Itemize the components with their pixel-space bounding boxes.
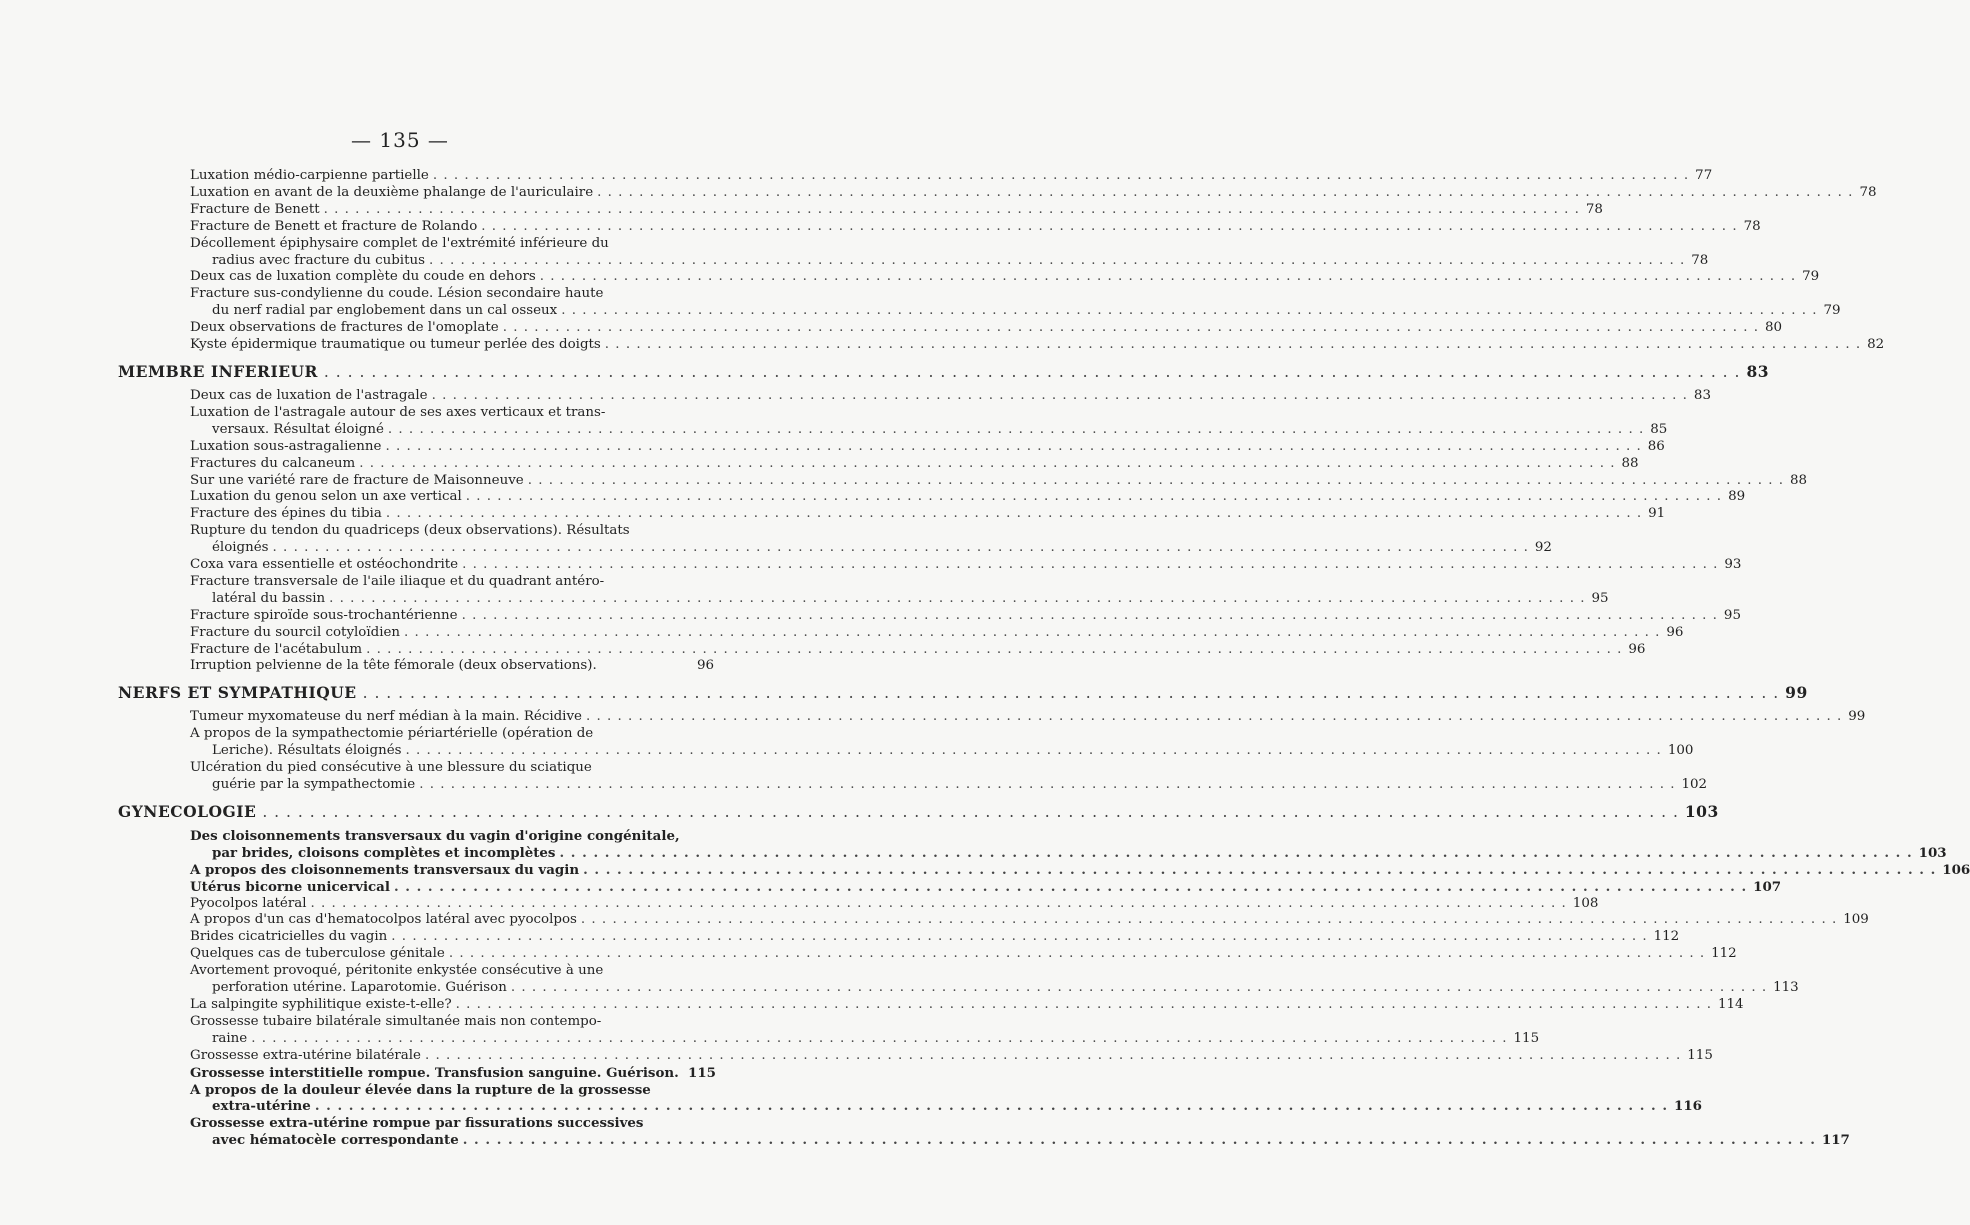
leader-dots: . . . . . . . . . . . . . . . . . . . . . . . . . . . . . . . . . . . . . . . . . . . . . . . . . . . . . . . . . . . . . . . . . . . . . . . . . . . . . . . . . . . . . . . . . . . . . . . . . . . . . . . . . . . . . . . . . . . . . . . . — [323, 362, 1741, 381]
leader-dots: . . . . . . . . . . . . . . . . . . . . . . . . . . . . . . . . . . . . . . . . . . . . . . . . . . . . . . . . . . . . . . . . . . . . . . . . . . . . . . . . . . . . . . . . . . . . . . . . . . . . . . . . . . . . . . . . . . . . . . . . — [583, 861, 1937, 878]
toc-entry-title — [190, 405, 1650, 439]
toc-entry-title — [190, 286, 1824, 320]
section-heading — [118, 801, 1719, 822]
leader-dots: . . . . . . . . . . . . . . . . . . . . . . . . . . . . . . . . . . . . . . . . . . . . . . . . . . . . . . . . . . . . . . . . . . . . . . . . . . . . . . . . . . . . . . . . . . . . . . . . . . . . . . . . . . . . . . . . . . . . . . . . — [393, 878, 1748, 895]
leader-dots: . . . . . . . . . . . . . . . . . . . . . . . . . . . . . . . . . . . . . . . . . . . . . . . . . . . . . . . . . . . . . . . . . . . . . . . . . . . . . . . . . . . . . . . . . . . . . . . . . . . . . . . . . . . . . . . . . . . . . . . . — [461, 607, 1718, 623]
leader-dots: . . . . . . . . . . . . . . . . . . . . . . . . . . . . . . . . . . . . . . . . . . . . . . . . . . . . . . . . . . . . . . . . . . . . . . . . . . . . . . . . . . . . . . . . . . . . . . . . . . . . . . . . . . . . . . . . . . . . . . . . — [604, 337, 1862, 353]
toc-entry-text: Grossesse extra-utérine bilatérale — [190, 1047, 421, 1063]
toc-entry-title — [190, 726, 1668, 760]
toc-entry-text: Fracture de Benett et fracture de Rolando — [190, 218, 478, 234]
toc-entry-continuation — [190, 1098, 1674, 1115]
leader-dots: . . . . . . . . . . . . . . . . . . . . . . . . . . . . . . . . . . . . . . . . . . . . . . . . . . . . . . . . . . . . . . . . . . . . . . . . . . . . . . . . . . . . . . . . . . . . . . . . . . . . . . . . . . . . . . . . . . . . . . . . — [419, 777, 1676, 792]
toc-entry — [190, 929, 1680, 946]
leader-dots: . . . . . . . . . . . . . . . . . . . . . . . . . . . . . . . . . . . . . . . . . . . . . . . . . . . . . . . . . . . . . . . . . . . . . . . . . . . . . . . . . . . . . . . . . . . . . . . . . . . . . . . . . . . . . . . . . . . . . . . . — [251, 1030, 1508, 1046]
toc-entry-text: Fracture transversale de l'aile iliaque et du quadrant antéro- — [190, 573, 605, 589]
toc-entry-line — [190, 236, 1691, 253]
toc-entry-text: A propos d'un cas d'hematocolpos latéral avec pyocolpos — [190, 912, 577, 928]
toc-entry-title — [190, 912, 1843, 929]
toc-entry — [190, 387, 1711, 405]
toc-entry — [190, 658, 714, 675]
toc-entry-title — [190, 608, 1724, 625]
toc-page-number: 95 — [1723, 607, 1741, 623]
toc-entry-text: Des cloisonnements transversaux du vagin d'origine congénitale, — [190, 827, 680, 844]
toc-page-number: 88 — [1621, 455, 1639, 471]
leader-dots: . . . . . . . . . . . . . . . . . . . . . . . . . . . . . . . . . . . . . . . . . . . . . . . . . . . . . . . . . . . . . . . . . . . . . . . . . . . . . . . . . . . . . . . . . . . . . . . . . . . . . . . . . . . . . . . . . . . . . . . . — [502, 320, 1759, 336]
toc-entry-text: du nerf radial par englobement dans un cal osseux — [212, 303, 558, 319]
toc-entry-text: La salpingite syphilitique existe-t-elle? — [190, 996, 452, 1012]
toc-entry-line — [190, 523, 1535, 540]
toc-entry-text: Luxation en avant de la deuxième phalange de l'auriculaire — [190, 184, 594, 200]
leader-dots: . . . . . . . . . . . . . . . . . . . . . . . . . . . . . . . . . . . . . . . . . . . . . . . . . . . . . . . . . . . . . . . . . . . . . . . . . . . . . . . . . . . . . . . . . . . . . . . . . . . . . . . . . . . . . . . . . . . . . . . . — [462, 557, 1719, 573]
toc-entry-title — [190, 168, 1695, 185]
toc-entry-title — [190, 523, 1535, 557]
toc-entry-line — [190, 608, 1724, 625]
toc-entry-text: Fracture du sourcil cotyloïdien — [190, 624, 401, 640]
toc-entry-text: Utérus bicorne unicervical — [190, 878, 390, 895]
toc-entry-continuation — [190, 980, 1773, 997]
leader-dots: . . . . . . . . . . . . . . . . . . . . . . . . . . . . . . . . . . . . . . . . . . . . . . . . . . . . . . . . . . . . . . . . . . . . . . . . . . . . . . . . . . . . . . . . . . . . . . . . . . . . . . . . . . . . . . . . . . . . . . . . — [455, 996, 1712, 1012]
toc-entry-title — [190, 879, 1753, 896]
toc-entry-text: Quelques cas de tuberculose génitale — [190, 946, 445, 962]
toc-entry-line — [190, 879, 1753, 896]
toc-entry-continuation — [190, 303, 1824, 320]
section-page-number: 83 — [1746, 361, 1770, 381]
toc-entry — [190, 218, 1761, 236]
toc-entry — [190, 472, 1808, 490]
toc-entry-text: Fractures du calcaneum — [190, 455, 356, 471]
toc-page-number: 80 — [1765, 320, 1783, 336]
toc-entry — [190, 760, 1708, 794]
toc-entry-line — [190, 337, 1867, 354]
toc-entry-continuation — [190, 845, 1919, 862]
toc-entry-line — [190, 760, 1682, 777]
toc-entry-text: Kyste épidermique traumatique ou tumeur perlée des doigts — [190, 337, 601, 353]
toc-entry-text: versaux. Résultat éloigné — [212, 421, 384, 437]
toc-page-number: 78 — [1585, 201, 1603, 217]
toc-page-number: 79 — [1802, 269, 1820, 285]
toc-entry-continuation — [190, 1132, 1822, 1149]
leader-dots: . . . . . . . . . . . . . . . . . . . . . . . . . . . . . . . . . . . . . . . . . . . . . . . . . . . . . . . . . . . . . . . . . . . . . . . . . . . . . . . . . . . . . . . . . . . . . . . . . . . . . . . . . . . . . . . . . . . . . . . . — [432, 168, 1690, 183]
toc-entry-line — [190, 1082, 1674, 1099]
table-of-contents — [118, 168, 1970, 1149]
toc-entry-continuation — [190, 540, 1535, 557]
toc-entry — [190, 269, 1820, 286]
toc-entry-text: guérie par la sympathectomie — [212, 777, 416, 792]
toc-page-number: 91 — [1648, 506, 1666, 522]
toc-entry-line — [190, 658, 688, 675]
leader-dots: . . . . . . . . . . . . . . . . . . . . . . . . . . . . . . . . . . . . . . . . . . . . . . . . . . . . . . . . . . . . . . . . . . . . . . . . . . . . . . . . . . . . . . . . . . . . . . . . . . . . . . . . . . . . . . . . . . . . . . . . — [561, 303, 1818, 319]
toc-entry — [190, 878, 1782, 896]
toc-entry-line — [190, 896, 1573, 913]
toc-entry-line — [190, 642, 1628, 659]
toc-entry-text: Deux observations de fractures de l'omoplate — [190, 320, 499, 336]
toc-page-number: 85 — [1650, 421, 1668, 437]
toc-page-number: 115 — [1687, 1047, 1713, 1063]
toc-entry-text: Ulcération du pied consécutive à une blessure du sciatique — [190, 760, 592, 776]
toc-entry-line — [190, 489, 1728, 506]
leader-dots: . . . . . . . . . . . . . . . . . . . . . . . . . . . . . . . . . . . . . . . . . . . . . . . . . . . . . . . . . . . . . . . . . . . . . . . . . . . . . . . . . . . . . . . . . . . . . . . . . . . . . . . . . . . . . . . . . . . . . . . . — [559, 844, 1913, 861]
leader-dots: . . . . . . . . . . . . . . . . . . . . . . . . . . . . . . . . . . . . . . . . . . . . . . . . . . . . . . . . . . . . . . . . . . . . . . . . . . . . . . . . . . . . . . . . . . . . . . . . . . . . . . . . . . . . . . . . . . . . . . . . — [359, 455, 1616, 471]
toc-page-number: 88 — [1790, 472, 1808, 488]
toc-page-number: 96 — [1666, 624, 1684, 640]
toc-entry — [190, 726, 1694, 760]
toc-entry — [190, 709, 1866, 726]
toc-entry — [190, 1065, 714, 1082]
leader-dots: . . . . . . . . . . . . . . . . . . . . . . . . . . . . . . . . . . . . . . . . . . . . . . . . . . . . . . . . . . . . . . . . . . . . . . . . . . . . . . . . . . . . . . . . . . . . . . . . . . . . . . . . . . . . . . . . . . . . . . . . — [310, 895, 1567, 911]
leader-dots: . . . . . . . . . . . . . . . . . . . . . . . . . . . . . . . . . . . . . . . . . . . . . . . . . . . . . . . . . . . . . . . . . . . . . . . . . . . . . . . . . . . . . . . . . . . . . . . . . . . . . . . . . . . . . . . . . . . . . . . . — [462, 1132, 1816, 1149]
toc-page-number: 86 — [1647, 438, 1665, 454]
toc-entry — [190, 455, 1639, 473]
toc-page-number: 113 — [1773, 980, 1799, 996]
toc-entry-title — [190, 185, 1859, 202]
toc-entry-title — [190, 219, 1744, 236]
leader-dots: . . . . . . . . . . . . . . . . . . . . . . . . . . . . . . . . . . . . . . . . . . . . . . . . . . . . . . . . . . . . . . . . . . . . . . . . . . . . . . . . . . . . . . . . . . . . . . . . . . . . . . . . . . . . . . . . . . . . . . . . — [527, 472, 1785, 488]
leader-dots: . . . . . . . . . . . . . . . . . . . . . . . . . . . . . . . . . . . . . . . . . . . . . . . . . . . . . . . . . . . . . . . . . . . . . . . . . . . . . . . . . . . . . . . . . . . . . . . . . . . . . . . . . . . . . . . . . . . . . . . . — [510, 980, 1768, 996]
toc-page-number: 106 — [1942, 861, 1970, 878]
toc-entry — [190, 404, 1668, 439]
toc-entry-title — [190, 236, 1691, 270]
leader-dots: . . . . . . . . . . . . . . . . . . . . . . . . . . . . . . . . . . . . . . . . . . . . . . . . . . . . . . . . . . . . . . . . . . . . . . . . . . . . . . . . . . . . . . . . . . . . . . . . . . . . . . . . . . . . . . . . . . . . . . . . — [481, 218, 1738, 234]
toc-entry-line — [190, 1048, 1687, 1065]
toc-entry — [190, 286, 1841, 320]
leader-dots: . . . . . . . . . . . . . . . . . . . . . . . . . . . . . . . . . . . . . . . . . . . . . . . . . . . . . . . . . . . . . . . . . . . . . . . . . . . . . . . . . . . . . . . . . . . . . . . . . . . . . . . . . . . . . . . . . . . . . . . . — [362, 684, 1780, 703]
toc-entry — [190, 235, 1709, 270]
toc-entry-text: raine — [212, 1030, 248, 1046]
toc-entry — [190, 438, 1665, 456]
toc-page-number: 99 — [1848, 709, 1866, 725]
leader-dots: . . . . . . . . . . . . . . . . . . . . . . . . . . . . . . . . . . . . . . . . . . . . . . . . . . . . . . . . . . . . . . . . . . . . . . . . . . . . . . . . . . . . . . . . . . . . . . . . . . . . . . . . . . . . . . . . . . . . . . . . — [585, 709, 1843, 725]
toc-entry-text: A propos de la sympathectomie périartérielle (opération de — [190, 726, 594, 742]
toc-entry-continuation — [190, 743, 1668, 760]
toc-entry-text: A propos de la douleur élevée dans la rupture de la grossesse — [190, 1081, 651, 1098]
toc-entry-text: Deux cas de luxation complète du coude en dehors — [190, 269, 536, 285]
toc-entry — [190, 573, 1609, 608]
toc-entry-title — [190, 473, 1790, 490]
toc-entry-text: Luxation du genou selon un axe vertical — [190, 489, 462, 505]
leader-dots: . . . . . . . . . . . . . . . . . . . . . . . . . . . . . . . . . . . . . . . . . . . . . . . . . . . . . . . . . . . . . . . . . . . . . . . . . . . . . . . . . . . . . . . . . . . . . . . . . . . . . . . . . . . . . . . . . . . . . . . . — [539, 269, 1797, 285]
toc-entry-title — [190, 1065, 688, 1082]
toc-entry — [190, 607, 1741, 625]
toc-entry-title — [190, 574, 1591, 608]
toc-entry — [190, 557, 1742, 574]
toc-entry-text: Sur une variété rare de fracture de Maisonneuve — [190, 472, 524, 488]
toc-entry — [190, 912, 1869, 929]
toc-entry-line — [190, 439, 1648, 456]
toc-entry-text: Pyocolpos latéral — [190, 895, 307, 911]
toc-entry-line — [190, 709, 1848, 726]
toc-entry — [190, 996, 1744, 1014]
toc-entry-continuation — [190, 1031, 1514, 1048]
toc-entry-text: Luxation de l'astragale autour de ses axes verticaux et trans- — [190, 404, 606, 420]
toc-entry-text: Décollement épiphysaire complet de l'extrémité inférieure du — [190, 235, 609, 251]
toc-entry-text: Grossesse extra-utérine rompue par fissurations successives — [190, 1115, 644, 1132]
toc-entry-text: Fracture de l'acétabulum — [190, 641, 363, 657]
toc-entry-title — [190, 337, 1867, 354]
toc-entry-continuation — [190, 253, 1691, 270]
toc-entry-text: Grossesse interstitielle rompue. Transfusion sanguine. Guérison. — [190, 1064, 679, 1081]
leader-dots: . . . . . . . . . . . . . . . . . . . . . . . . . . . . . . . . . . . . . . . . . . . . . . . . . . . . . . . . . . . . . . . . . . . . . . . . . . . . . . . . . . . . . . . . . . . . . . . . . . . . . . . . . . . . . . . . . . . . . . . . — [448, 946, 1706, 962]
toc-entry — [190, 827, 1947, 862]
toc-entry-text: Grossesse tubaire bilatérale simultanée mais non contempo- — [190, 1013, 602, 1029]
toc-entry-text: Coxa vara essentielle et ostéochondrite — [190, 557, 459, 573]
toc-entry-line — [190, 625, 1666, 642]
toc-entry-text: Deux cas de luxation de l'astragale — [190, 387, 428, 403]
toc-page-number: 108 — [1572, 895, 1599, 911]
section-heading — [118, 683, 1808, 703]
toc-entry-text: Tumeur myxomateuse du nerf médian à la main. Récidive — [190, 709, 582, 725]
toc-page-number: 78 — [1859, 184, 1877, 200]
toc-page-number: 79 — [1823, 303, 1841, 319]
toc-entry-title — [190, 456, 1622, 473]
toc-entry-text: extra-utérine — [212, 1098, 311, 1115]
toc-entry — [190, 641, 1646, 659]
toc-entry-title — [190, 862, 1942, 879]
leader-dots: . . . . . . . . . . . . . . . . . . . . . . . . . . . . . . . . . . . . . . . . . . . . . . . . . . . . . . . . . . . . . . . . . . . . . . . . . . . . . . . . . . . . . . . . . . . . . . . . . . . . . . . . . . . . . . . . . . . . . . . . — [431, 387, 1688, 403]
toc-entry-text: Fracture sus-condylienne du coude. Lésion secondaire haute — [190, 286, 604, 302]
toc-entry — [190, 201, 1603, 219]
toc-entry-text: éloignés — [212, 540, 269, 556]
toc-entry-line — [190, 963, 1773, 980]
leader-dots: . . . . . . . . . . . . . . . . . . . . . . . . . . . . . . . . . . . . . . . . . . . . . . . . . . . . . . . . . . . . . . . . . . . . . . . . . . . . . . . . . . . . . . . . . . . . . . . . . . . . . . . . . . . . . . . . . . . . . . . . — [314, 1098, 1669, 1115]
section-title: GYNECOLOGIE — [118, 801, 257, 821]
toc-entry-text: Leriche). Résultats éloignés — [212, 743, 402, 759]
toc-page-number: 95 — [1591, 590, 1609, 606]
toc-entry — [190, 1047, 1713, 1065]
leader-dots: . . . . . . . . . . . . . . . . . . . . . . . . . . . . . . . . . . . . . . . . . . . . . . . . . . . . . . . . . . . . . . . . . . . . . . . . . . . . . . . . . . . . . . . . . . . . . . . . . . . . . . . . . . . . . . . . . . . . . . . . — [465, 489, 1723, 505]
toc-page-number: 78 — [1691, 252, 1709, 268]
toc-entry — [190, 337, 1885, 354]
toc-entry-line — [190, 202, 1586, 219]
toc-entry-title — [190, 320, 1765, 337]
toc-page-number: 96 — [1628, 641, 1646, 657]
toc-entry-title — [190, 557, 1724, 574]
toc-entry-line — [190, 997, 1718, 1014]
section-title: MEMBRE INFERIEUR — [118, 361, 318, 381]
toc-entry-title — [190, 269, 1802, 286]
toc-page-number: 83 — [1693, 387, 1711, 403]
toc-entry — [190, 523, 1552, 557]
toc-entry-title — [190, 929, 1654, 946]
toc-entry — [190, 489, 1746, 506]
leader-dots: . . . . . . . . . . . . . . . . . . . . . . . . . . . . . . . . . . . . . . . . . . . . . . . . . . . . . . . . . . . . . . . . . . . . . . . . . . . . . . . . . . . . . . . . . . . . . . . . . . . . . . . . . . . . . . . . . . . . . . . . — [428, 252, 1686, 268]
toc-page-number: 102 — [1681, 777, 1708, 792]
toc-entry — [190, 1081, 1702, 1116]
toc-entry-line — [190, 388, 1694, 405]
toc-entry-title — [190, 1048, 1687, 1065]
toc-entry — [190, 506, 1666, 523]
leader-dots: . . . . . . . . . . . . . . . . . . . . . . . . . . . . . . . . . . . . . . . . . . . . . . . . . . . . . . . . . . . . . . . . . . . . . . . . . . . . . . . . . . . . . . . . . . . . . . . . . . . . . . . . . . . . . . . . . . . . . . . . — [385, 506, 1643, 522]
toc-page-number: 89 — [1728, 489, 1746, 505]
toc-entry — [190, 946, 1737, 963]
toc-entry-title — [190, 658, 688, 675]
leader-dots: . . . . . . . . . . . . . . . . . . . . . . . . . . . . . . . . . . . . . . . . . . . . . . . . . . . . . . . . . . . . . . . . . . . . . . . . . . . . . . . . . . . . . . . . . . . . . . . . . . . . . . . . . . . . . . . . . . . . . . . . — [385, 438, 1642, 454]
toc-entry-title — [190, 760, 1682, 794]
toc-page-number: 115 — [1513, 1030, 1540, 1046]
toc-entry-line — [190, 912, 1843, 929]
toc-entry-title — [190, 489, 1728, 506]
toc-entry-text: Rupture du tendon du quadriceps (deux observations). Résultats — [190, 523, 630, 539]
toc-page-number: 78 — [1743, 218, 1761, 234]
toc-entry-text: avec hématocèle correspondante — [212, 1132, 459, 1149]
toc-entry-title — [190, 946, 1711, 963]
toc-entry-text: radius avec fracture du cubitus — [212, 252, 425, 268]
toc-entry — [190, 1013, 1540, 1048]
toc-entry-continuation — [190, 777, 1682, 794]
toc-page-number: 112 — [1653, 929, 1680, 945]
toc-entry-line — [190, 862, 1942, 879]
toc-entry-text: Fracture de Benett — [190, 201, 320, 217]
toc-entry-text: Luxation médio-carpienne partielle — [190, 168, 429, 183]
toc-entry-title — [190, 1115, 1822, 1149]
section-page-number: 103 — [1684, 801, 1719, 821]
toc-entry — [190, 624, 1684, 642]
toc-entry — [190, 320, 1783, 337]
section-heading — [118, 361, 1770, 382]
toc-entry-text: Fracture spiroïde sous-trochantérienne — [190, 607, 458, 623]
leader-dots: . . . . . . . . . . . . . . . . . . . . . . . . . . . . . . . . . . . . . . . . . . . . . . . . . . . . . . . . . . . . . . . . . . . . . . . . . . . . . . . . . . . . . . . . . . . . . . . . . . . . . . . . . . . . . . . . . . . . . . . . — [405, 743, 1662, 759]
toc-entry-title — [190, 506, 1648, 523]
toc-entry-text: par brides, cloisons complètes et incomplètes — [212, 844, 556, 861]
toc-entry-text: Irruption pelvienne de la tête fémorale (deux observations). — [190, 658, 597, 674]
toc-entry-title — [190, 388, 1694, 405]
toc-entry-title — [190, 642, 1628, 659]
toc-entry — [190, 184, 1877, 202]
leader-dots: . . . . . . . . . . . . . . . . . . . . . . . . . . . . . . . . . . . . . . . . . . . . . . . . . . . . . . . . . . . . . . . . . . . . . . . . . . . . . . . . . . . . . . . . . . . . . . . . . . . . . . . . . . . . . . . . . . . . . . . . — [329, 590, 1586, 606]
toc-entry-line — [190, 726, 1668, 743]
toc-entry-line — [190, 828, 1919, 845]
toc-entry-title — [190, 997, 1718, 1014]
toc-entry-line — [190, 1115, 1822, 1132]
toc-entry-title — [190, 709, 1848, 726]
toc-page-number: 96 — [696, 658, 714, 674]
toc-entry-text: A propos des cloisonnements transversaux du vagin — [190, 861, 580, 878]
toc-page-number: 82 — [1867, 337, 1885, 353]
toc-entry-line — [190, 405, 1650, 422]
toc-entry-line — [190, 574, 1591, 591]
toc-entry-line — [190, 946, 1711, 963]
toc-entry-text: perforation utérine. Laparotomie. Guérison — [212, 980, 507, 996]
toc-page-number: 116 — [1674, 1098, 1702, 1115]
section-page-number: 99 — [1785, 683, 1808, 703]
toc-entry-title — [190, 896, 1573, 913]
toc-page-number: 114 — [1717, 996, 1744, 1012]
leader-dots: . . . . . . . . . . . . . . . . . . . . . . . . . . . . . . . . . . . . . . . . . . . . . . . . . . . . . . . . . . . . . . . . . . . . . . . . . . . . . . . . . . . . . . . . . . . . . . . . . . . . . . . . . . . . . . . . . . . . . . . . — [580, 912, 1838, 928]
toc-entry-text: Fracture des épines du tibia — [190, 506, 382, 522]
toc-entry-text: latéral du bassin — [212, 590, 326, 606]
toc-entry-title — [190, 963, 1773, 997]
toc-entry-line — [190, 929, 1654, 946]
leader-dots: . . . . . . . . . . . . . . . . . . . . . . . . . . . . . . . . . . . . . . . . . . . . . . . . . . . . . . . . . . . . . . . . . . . . . . . . . . . . . . . . . . . . . . . . . . . . . . . . . . . . . . . . . . . . . . . . . . . . . . . . — [387, 421, 1645, 437]
leader-dots: . . . . . . . . . . . . . . . . . . . . . . . . . . . . . . . . . . . . . . . . . . . . . . . . . . . . . . . . . . . . . . . . . . . . . . . . . . . . . . . . . . . . . . . . . . . . . . . . . . . . . . . . . . . . . . . . . . . . . . . . — [272, 540, 1529, 556]
toc-entry-continuation — [190, 422, 1650, 439]
toc-page-number: 92 — [1534, 540, 1552, 556]
toc-entry-line — [190, 1014, 1514, 1031]
leader-dots: . . . . . . . . . . . . . . . . . . . . . . . . . . . . . . . . . . . . . . . . . . . . . . . . . . . . . . . . . . . . . . . . . . . . . . . . . . . . . . . . . . . . . . . . . . . . . . . . . . . . . . . . . . . . . . . . . . . . . . . . — [597, 184, 1854, 200]
toc-entry-line — [190, 269, 1802, 286]
toc-entry-text: Brides cicatricielles du vagin — [190, 929, 388, 945]
toc-page-number: 115 — [688, 1064, 716, 1081]
toc-entry — [190, 963, 1799, 997]
toc-entry-line — [190, 185, 1859, 202]
toc-page-number: 77 — [1695, 168, 1713, 183]
toc-page-number: 112 — [1711, 946, 1737, 962]
toc-entry-line — [190, 286, 1824, 303]
toc-entry-line — [190, 473, 1790, 490]
toc-entry-line — [190, 506, 1648, 523]
toc-page-number: 103 — [1918, 844, 1947, 861]
leader-dots: . . . . . . . . . . . . . . . . . . . . . . . . . . . . . . . . . . . . . . . . . . . . . . . . . . . . . . . . . . . . . . . . . . . . . . . . . . . . . . . . . . . . . . . . . . . . . . . . . . . . . . . . . . . . . . . . . . . . . . . . — [366, 641, 1623, 657]
toc-entry-line — [190, 557, 1724, 574]
toc-page-number: 117 — [1821, 1132, 1850, 1149]
toc-entry — [190, 895, 1599, 913]
toc-entry — [190, 861, 1970, 879]
leader-dots: . . . . . . . . . . . . . . . . . . . . . . . . . . . . . . . . . . . . . . . . . . . . . . . . . . . . . . . . . . . . . . . . . . . . . . . . . . . . . . . . . . . . . . . . . . . . . . . . . . . . . . . . . . . . . . . . . . . . . . . . — [391, 929, 1648, 945]
toc-page-number: 100 — [1667, 743, 1694, 759]
toc-entry-text: Luxation sous-astragalienne — [190, 438, 382, 454]
toc-entry-line — [190, 320, 1765, 337]
leader-dots: . . . . . . . . . . . . . . . . . . . . . . . . . . . . . . . . . . . . . . . . . . . . . . . . . . . . . . . . . . . . . . . . . . . . . . . . . . . . . . . . . . . . . . . . . . . . . . . . . . . . . . . . . . . . . . . . . . . . . . . . — [323, 201, 1580, 217]
toc-page-number: 107 — [1753, 878, 1782, 895]
leader-dots: . . . . . . . . . . . . . . . . . . . . . . . . . . . . . . . . . . . . . . . . . . . . . . . . . . . . . . . . . . . . . . . . . . . . . . . . . . . . . . . . . . . . . . . . . . . . . . . . . . . . . . . . . . . . . . . . . . . . . . . . — [424, 1047, 1682, 1063]
toc-entry-line — [190, 168, 1695, 185]
toc-entry-title — [190, 828, 1919, 862]
toc-entry-line — [190, 219, 1744, 236]
toc-entry-continuation — [190, 591, 1591, 608]
section-title: NERFS ET SYMPATHIQUE — [118, 683, 357, 703]
toc-page-number: 109 — [1843, 912, 1869, 928]
toc-page-number: 93 — [1724, 557, 1742, 573]
leader-dots: . . . . . . . . . . . . . . . . . . . . . . . . . . . . . . . . . . . . . . . . . . . . . . . . . . . . . . . . . . . . . . . . . . . . . . . . . . . . . . . . . . . . . . . . . . . . . . . . . . . . . . . . . . . . . . . . . . . . . . . . — [262, 802, 1679, 821]
toc-entry-text: Avortement provoqué, péritonite enkystée consécutive à une — [190, 963, 604, 979]
page-number: — 135 — — [351, 128, 449, 152]
toc-entry-line — [190, 1065, 688, 1082]
toc-entry-title — [190, 439, 1648, 456]
toc-entry-title — [190, 1014, 1514, 1048]
toc-entry — [190, 168, 1713, 185]
toc-entry-title — [190, 202, 1586, 219]
toc-entry-title — [190, 625, 1666, 642]
toc-entry — [190, 1115, 1850, 1149]
leader-dots: . . . . . . . . . . . . . . . . . . . . . . . . . . . . . . . . . . . . . . . . . . . . . . . . . . . . . . . . . . . . . . . . . . . . . . . . . . . . . . . . . . . . . . . . . . . . . . . . . . . . . . . . . . . . . . . . . . . . . . . . — [404, 624, 1661, 640]
toc-entry-title — [190, 1082, 1674, 1116]
toc-entry-line — [190, 456, 1622, 473]
